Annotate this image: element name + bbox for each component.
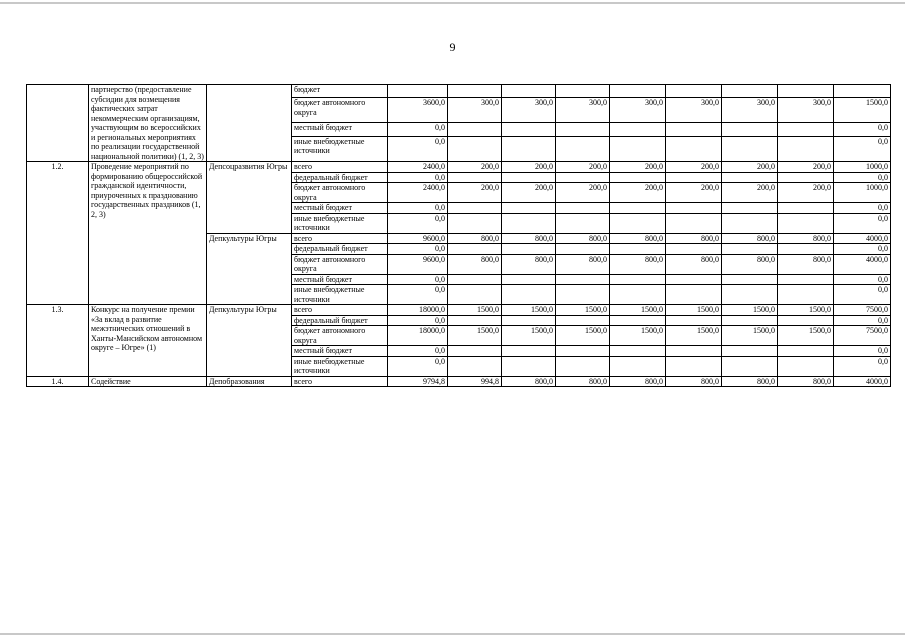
amount-cell: [722, 203, 778, 214]
table-row: [27, 162, 891, 173]
amount-cell: [448, 123, 502, 136]
amount-cell: [502, 136, 556, 161]
amount-cell: [502, 315, 556, 326]
amount-cell: 800,0: [666, 233, 722, 244]
amount-cell: [666, 123, 722, 136]
amount-cell: 18000,0: [388, 326, 448, 346]
amount-cell: 1500,0: [778, 326, 834, 346]
amount-cell: [666, 213, 722, 233]
amount-cell: 200,0: [610, 162, 666, 173]
amount-cell: [666, 172, 722, 183]
amount-cell: [778, 274, 834, 285]
amount-cell: 800,0: [778, 233, 834, 244]
funding-source-cell: федеральный бюджет: [292, 244, 388, 255]
amount-cell: 0,0: [834, 213, 891, 233]
amount-cell: [666, 136, 722, 161]
amount-cell: [778, 172, 834, 183]
budget-table: [26, 84, 891, 387]
amount-cell: 1000,0: [834, 162, 891, 173]
amount-cell: 1000,0: [834, 183, 891, 203]
amount-cell: [556, 244, 610, 255]
item-description-cell: Содействие: [89, 376, 207, 387]
amount-cell: 1500,0: [666, 326, 722, 346]
amount-cell: 800,0: [666, 376, 722, 387]
amount-cell: [610, 315, 666, 326]
funding-source-cell: местный бюджет: [292, 274, 388, 285]
amount-cell: [722, 123, 778, 136]
amount-cell: [722, 136, 778, 161]
amount-cell: 0,0: [834, 123, 891, 136]
funding-source-cell: бюджет автономного округа: [292, 183, 388, 203]
amount-cell: 0,0: [388, 315, 448, 326]
scan-top-edge: [0, 2, 905, 4]
amount-cell: [610, 356, 666, 376]
amount-cell: [666, 315, 722, 326]
amount-cell: 200,0: [666, 162, 722, 173]
amount-cell: 300,0: [502, 98, 556, 123]
executor-cell: [207, 85, 292, 162]
amount-cell: [448, 274, 502, 285]
amount-cell: 300,0: [556, 98, 610, 123]
amount-cell: [778, 136, 834, 161]
amount-cell: 800,0: [556, 254, 610, 274]
amount-cell: 800,0: [722, 233, 778, 244]
funding-source-cell: бюджет автономного округа: [292, 326, 388, 346]
amount-cell: 800,0: [610, 233, 666, 244]
amount-cell: [610, 123, 666, 136]
table-row: [27, 85, 891, 98]
amount-cell: 200,0: [502, 183, 556, 203]
amount-cell: [556, 172, 610, 183]
amount-cell: 200,0: [556, 183, 610, 203]
amount-cell: [448, 85, 502, 98]
amount-cell: [722, 315, 778, 326]
amount-cell: 200,0: [722, 162, 778, 173]
amount-cell: 1500,0: [610, 305, 666, 316]
item-description-cell: партнерство (предоставление субсидии для возмещения фактических затрат некоммерческим организациям, участвующим во всероссийских и региональных мероприятиях по реализации государственной национальной политики) (1, 2, 3): [89, 85, 207, 162]
amount-cell: [556, 203, 610, 214]
amount-cell: [666, 274, 722, 285]
amount-cell: 800,0: [556, 376, 610, 387]
amount-cell: [448, 244, 502, 255]
amount-cell: 1500,0: [722, 326, 778, 346]
amount-cell: 200,0: [448, 162, 502, 173]
amount-cell: 1500,0: [834, 98, 891, 123]
amount-cell: 200,0: [722, 183, 778, 203]
item-number-cell: 1.2.: [27, 162, 89, 305]
amount-cell: 0,0: [388, 123, 448, 136]
amount-cell: [610, 274, 666, 285]
amount-cell: 0,0: [834, 346, 891, 357]
executor-cell: Депкультуры Югры: [207, 305, 292, 377]
table-row: [27, 305, 891, 316]
amount-cell: [448, 356, 502, 376]
amount-cell: 0,0: [834, 315, 891, 326]
funding-source-cell: всего: [292, 376, 388, 387]
amount-cell: 1500,0: [610, 326, 666, 346]
table-row: [27, 376, 891, 387]
funding-source-cell: бюджет автономного округа: [292, 254, 388, 274]
page-number: 9: [449, 40, 456, 54]
amount-cell: 300,0: [666, 98, 722, 123]
amount-cell: 300,0: [610, 98, 666, 123]
amount-cell: 200,0: [778, 162, 834, 173]
amount-cell: 0,0: [388, 213, 448, 233]
amount-cell: [722, 85, 778, 98]
scan-bottom-edge: [0, 633, 905, 635]
amount-cell: 0,0: [388, 244, 448, 255]
amount-cell: [502, 244, 556, 255]
executor-cell: Депкультуры Югры: [207, 233, 292, 305]
amount-cell: [448, 346, 502, 357]
funding-source-cell: иные внебюджетные источники: [292, 356, 388, 376]
amount-cell: 1500,0: [448, 326, 502, 346]
executor-cell: Депсоцразвития Югры: [207, 162, 292, 234]
amount-cell: 1500,0: [778, 305, 834, 316]
amount-cell: 18000,0: [388, 305, 448, 316]
amount-cell: [502, 172, 556, 183]
amount-cell: [556, 315, 610, 326]
funding-source-cell: местный бюджет: [292, 123, 388, 136]
amount-cell: [502, 123, 556, 136]
amount-cell: [610, 213, 666, 233]
amount-cell: [666, 244, 722, 255]
amount-cell: 0,0: [388, 136, 448, 161]
executor-cell: Депобразования: [207, 376, 292, 387]
amount-cell: 7500,0: [834, 305, 891, 316]
amount-cell: 0,0: [388, 356, 448, 376]
amount-cell: [502, 85, 556, 98]
amount-cell: 1500,0: [666, 305, 722, 316]
amount-cell: [610, 203, 666, 214]
amount-cell: 800,0: [778, 254, 834, 274]
amount-cell: 800,0: [502, 376, 556, 387]
amount-cell: [610, 136, 666, 161]
amount-cell: [610, 346, 666, 357]
amount-cell: 200,0: [448, 183, 502, 203]
amount-cell: 800,0: [502, 254, 556, 274]
amount-cell: 9600,0: [388, 254, 448, 274]
amount-cell: 0,0: [388, 274, 448, 285]
amount-cell: 2400,0: [388, 183, 448, 203]
amount-cell: [448, 315, 502, 326]
funding-source-cell: всего: [292, 162, 388, 173]
amount-cell: 4000,0: [834, 376, 891, 387]
item-number-cell: 1.3.: [27, 305, 89, 377]
amount-cell: [722, 213, 778, 233]
amount-cell: 7500,0: [834, 326, 891, 346]
amount-cell: [778, 244, 834, 255]
amount-cell: [610, 85, 666, 98]
amount-cell: 0,0: [388, 285, 448, 305]
amount-cell: [722, 274, 778, 285]
amount-cell: 1500,0: [556, 326, 610, 346]
amount-cell: 800,0: [448, 254, 502, 274]
amount-cell: 200,0: [778, 183, 834, 203]
amount-cell: [610, 285, 666, 305]
amount-cell: [778, 315, 834, 326]
amount-cell: [834, 85, 891, 98]
amount-cell: 1500,0: [502, 326, 556, 346]
amount-cell: [556, 274, 610, 285]
amount-cell: [556, 356, 610, 376]
amount-cell: [778, 285, 834, 305]
amount-cell: 200,0: [502, 162, 556, 173]
amount-cell: [448, 136, 502, 161]
amount-cell: [778, 85, 834, 98]
amount-cell: 800,0: [448, 233, 502, 244]
amount-cell: 300,0: [778, 98, 834, 123]
amount-cell: [556, 136, 610, 161]
item-number-cell: 1.4.: [27, 376, 89, 387]
amount-cell: 9600,0: [388, 233, 448, 244]
amount-cell: 0,0: [388, 203, 448, 214]
amount-cell: [722, 172, 778, 183]
amount-cell: [778, 346, 834, 357]
amount-cell: [502, 274, 556, 285]
amount-cell: 200,0: [666, 183, 722, 203]
amount-cell: 3600,0: [388, 98, 448, 123]
amount-cell: 0,0: [388, 172, 448, 183]
amount-cell: 800,0: [610, 376, 666, 387]
amount-cell: [448, 213, 502, 233]
amount-cell: [722, 346, 778, 357]
item-description-cell: Конкурс на получение премии «За вклад в развитие межэтнических отношений в Ханты-Мансийском автономном округе – Югре» (1): [89, 305, 207, 377]
amount-cell: [556, 85, 610, 98]
amount-cell: 800,0: [722, 254, 778, 274]
amount-cell: 9794,8: [388, 376, 448, 387]
amount-cell: [448, 172, 502, 183]
amount-cell: [388, 85, 448, 98]
amount-cell: [556, 285, 610, 305]
funding-source-cell: иные внебюджетные источники: [292, 285, 388, 305]
amount-cell: [722, 356, 778, 376]
amount-cell: 800,0: [502, 233, 556, 244]
amount-cell: [556, 346, 610, 357]
amount-cell: [666, 285, 722, 305]
funding-source-cell: бюджет: [292, 85, 388, 98]
item-number-cell: [27, 85, 89, 162]
amount-cell: 4000,0: [834, 233, 891, 244]
amount-cell: [666, 356, 722, 376]
amount-cell: [502, 285, 556, 305]
amount-cell: [778, 123, 834, 136]
amount-cell: [448, 285, 502, 305]
amount-cell: [778, 356, 834, 376]
amount-cell: [502, 203, 556, 214]
funding-source-cell: иные внебюджетные источники: [292, 136, 388, 161]
amount-cell: 1500,0: [722, 305, 778, 316]
funding-source-cell: иные внебюджетные источники: [292, 213, 388, 233]
funding-source-cell: всего: [292, 233, 388, 244]
amount-cell: [722, 285, 778, 305]
amount-cell: 0,0: [834, 244, 891, 255]
amount-cell: [610, 172, 666, 183]
amount-cell: [722, 244, 778, 255]
amount-cell: 4000,0: [834, 254, 891, 274]
amount-cell: 800,0: [666, 254, 722, 274]
funding-source-cell: бюджет автономного округа: [292, 98, 388, 123]
funding-source-cell: всего: [292, 305, 388, 316]
amount-cell: 800,0: [556, 233, 610, 244]
amount-cell: [502, 356, 556, 376]
amount-cell: 800,0: [722, 376, 778, 387]
amount-cell: [502, 213, 556, 233]
funding-source-cell: местный бюджет: [292, 346, 388, 357]
amount-cell: [502, 346, 556, 357]
amount-cell: [666, 346, 722, 357]
amount-cell: [556, 123, 610, 136]
amount-cell: 300,0: [448, 98, 502, 123]
amount-cell: 800,0: [778, 376, 834, 387]
amount-cell: 800,0: [610, 254, 666, 274]
amount-cell: 200,0: [610, 183, 666, 203]
amount-cell: [610, 244, 666, 255]
funding-source-cell: местный бюджет: [292, 203, 388, 214]
amount-cell: [556, 213, 610, 233]
amount-cell: [666, 85, 722, 98]
amount-cell: 1500,0: [502, 305, 556, 316]
amount-cell: [448, 203, 502, 214]
amount-cell: 0,0: [834, 356, 891, 376]
amount-cell: 994,8: [448, 376, 502, 387]
amount-cell: 0,0: [834, 203, 891, 214]
amount-cell: 0,0: [834, 172, 891, 183]
amount-cell: 0,0: [834, 274, 891, 285]
amount-cell: 0,0: [388, 346, 448, 357]
amount-cell: [778, 213, 834, 233]
item-description-cell: Проведение мероприятий по формированию общероссийской гражданской идентичности, приуроченных к празднованию государственных праздников (1, 2, 3): [89, 162, 207, 305]
amount-cell: 2400,0: [388, 162, 448, 173]
amount-cell: [778, 203, 834, 214]
amount-cell: [666, 203, 722, 214]
amount-cell: 300,0: [722, 98, 778, 123]
amount-cell: 1500,0: [556, 305, 610, 316]
funding-source-cell: федеральный бюджет: [292, 172, 388, 183]
amount-cell: 200,0: [556, 162, 610, 173]
amount-cell: 0,0: [834, 285, 891, 305]
funding-source-cell: федеральный бюджет: [292, 315, 388, 326]
amount-cell: 1500,0: [448, 305, 502, 316]
amount-cell: 0,0: [834, 136, 891, 161]
